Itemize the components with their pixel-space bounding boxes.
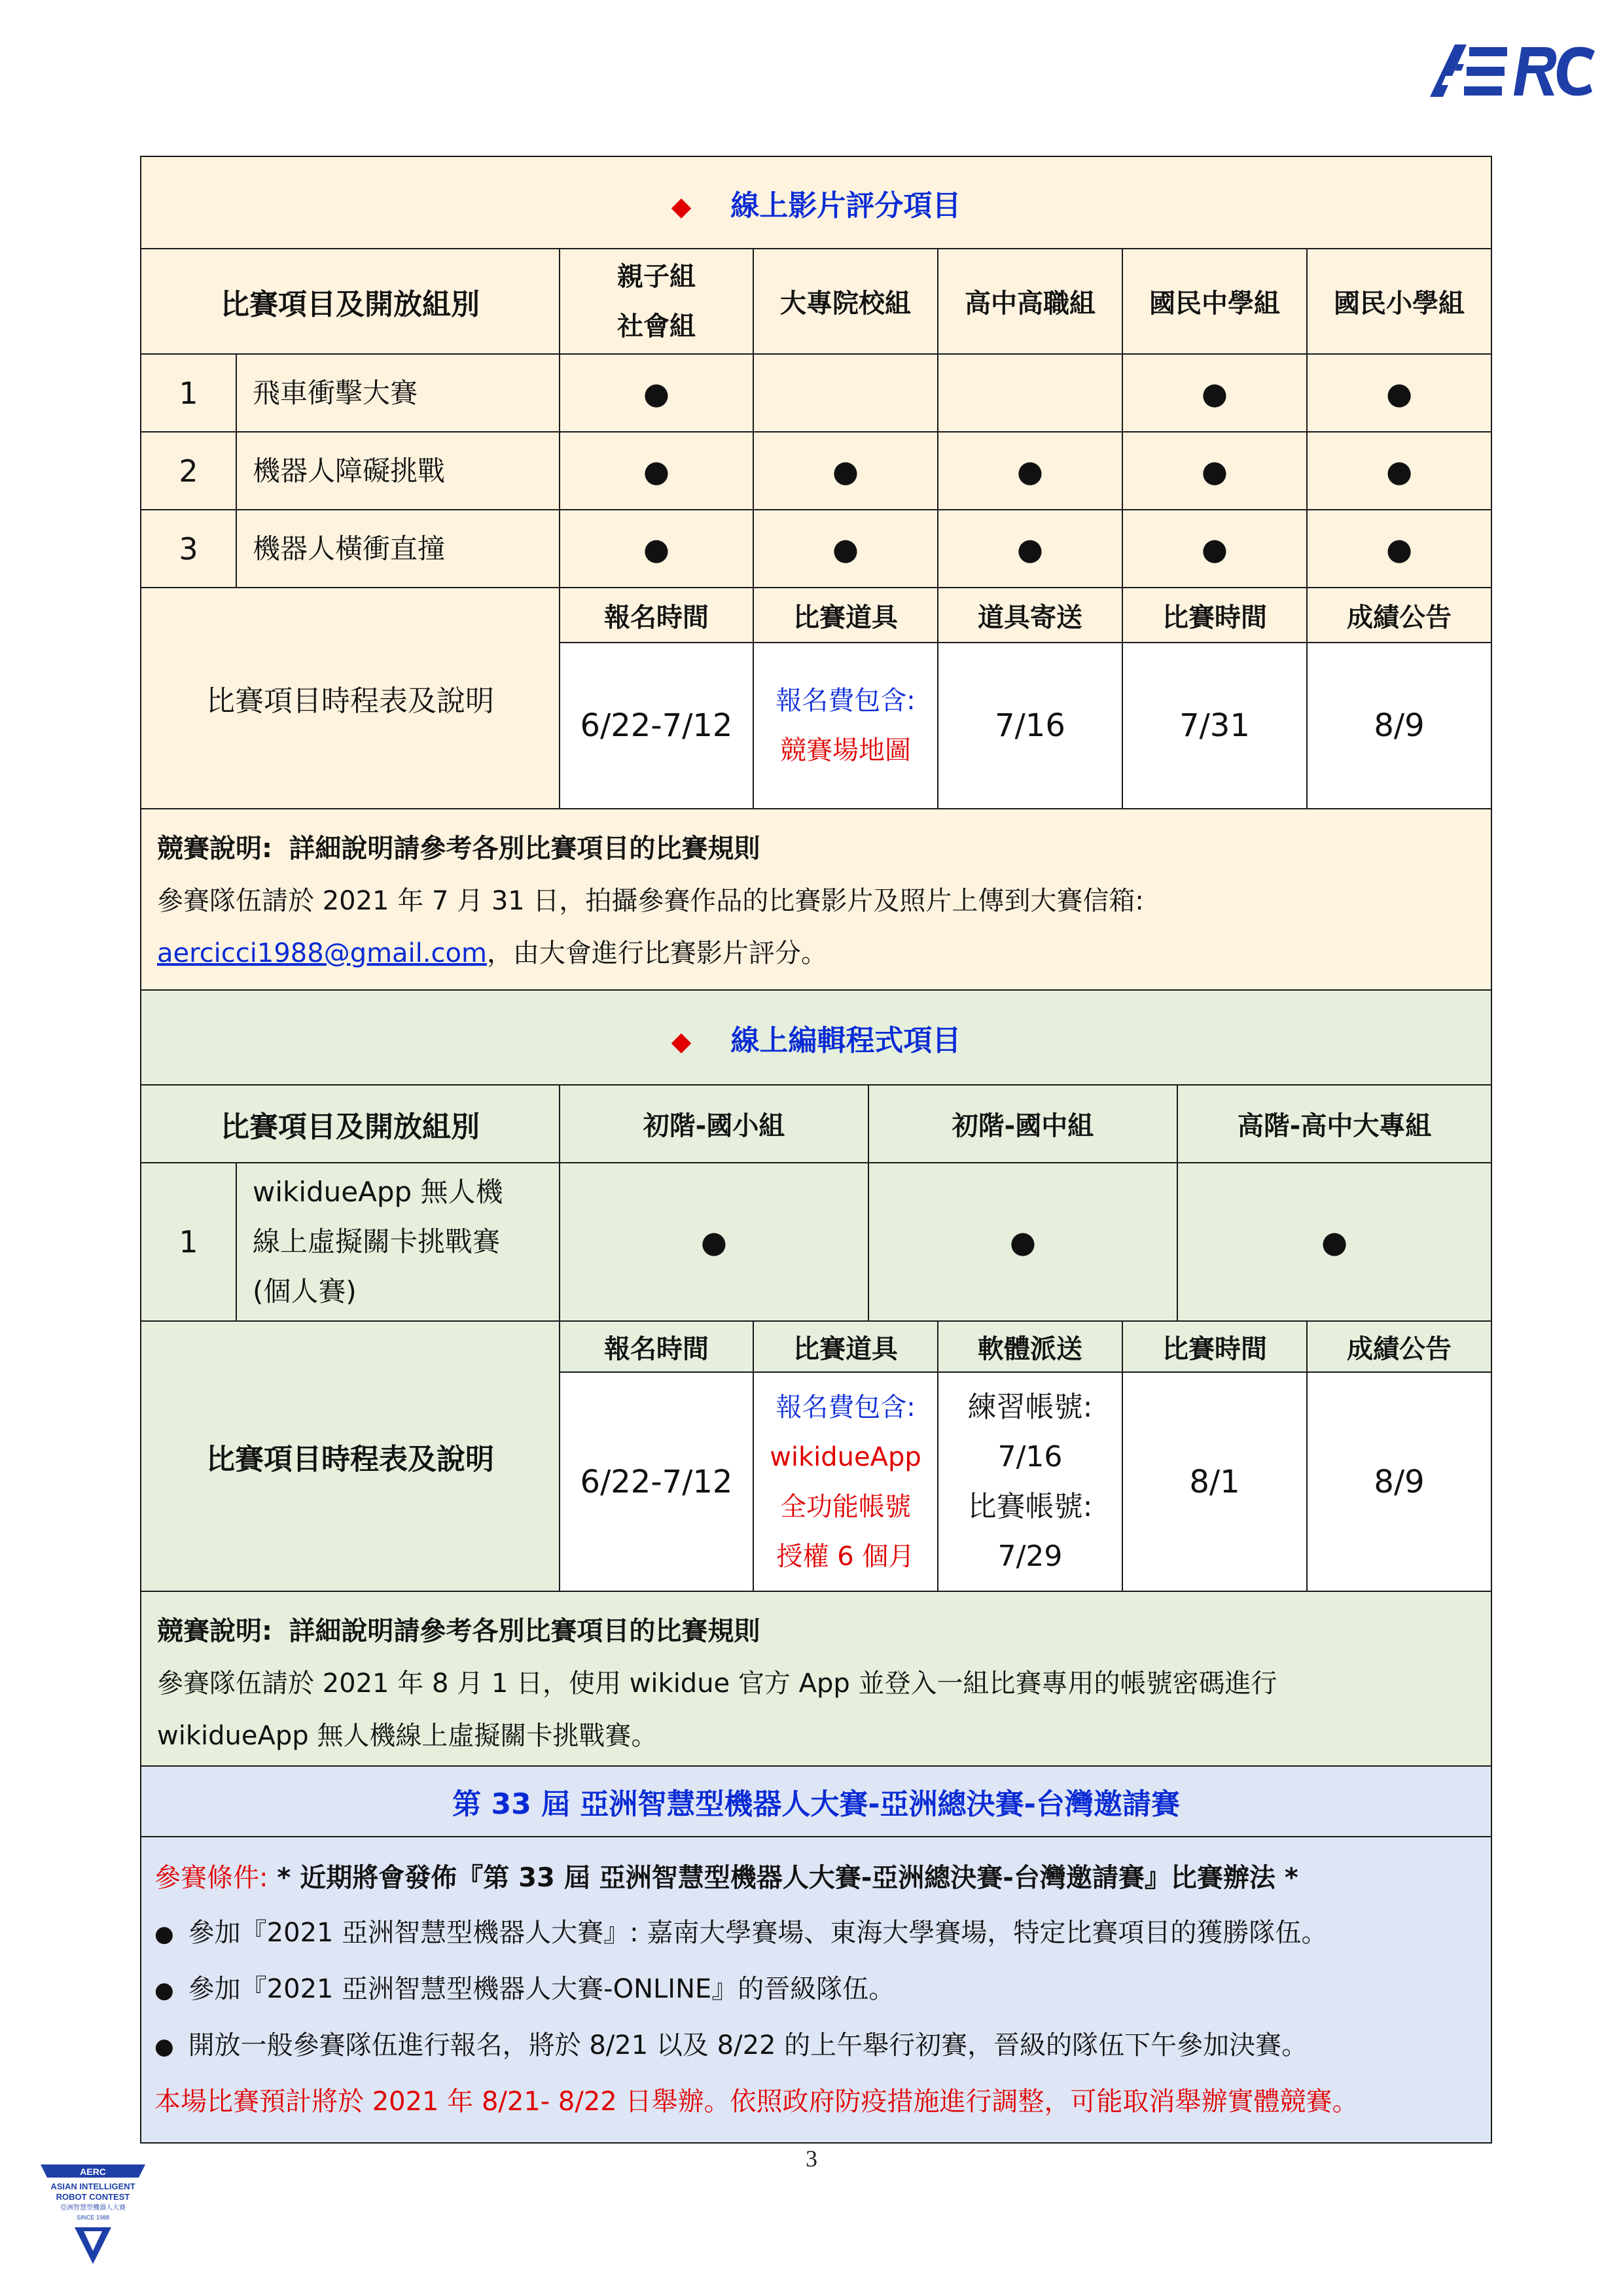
group-header-elementary: 國民小學組	[1307, 249, 1491, 354]
participation-dot: ●	[560, 510, 753, 588]
section-title-online-programming: ◆ 線上編輯程式項目	[141, 990, 1491, 1085]
table-row	[141, 354, 1491, 432]
participation-dot: ●	[1307, 354, 1491, 432]
table-row	[141, 510, 1491, 588]
item-number: 1	[141, 1163, 236, 1321]
participation-dot	[753, 354, 938, 432]
participation-dot: ●	[560, 432, 753, 510]
item-name: wikidueApp 無人機 線上虛擬關卡挑戰賽 (個人賽)	[236, 1163, 560, 1321]
participation-dot: ●	[753, 432, 938, 510]
group-header-high-school: 高中高職組	[938, 249, 1122, 354]
item-name: 飛車衝擊大賽	[236, 354, 560, 432]
group-header-beginner-junior-high: 初階-國中組	[868, 1085, 1177, 1163]
item-name: 機器人障礙挑戰	[236, 432, 560, 510]
group-header-junior-high: 國民中學組	[1122, 249, 1307, 354]
list-item: ● 參加『2021 亞洲智慧型機器人大賽』: 嘉南大學賽場、東海大學賽場，特定比賽項目的獲勝隊伍。	[154, 1918, 1328, 1948]
list-item: ● 開放一般參賽隊伍進行報名，將於 8/21 以及 8/22 的上午舉行初賽，晉級的隊伍下午參加決賽。	[154, 2030, 1308, 2060]
group-header-college: 大專院校組	[753, 249, 938, 354]
participation-dot: ●	[1122, 510, 1307, 588]
aerc-logo	[1423, 38, 1600, 103]
schedule-header-props: 比賽道具	[753, 1321, 938, 1372]
contest-badge-logo	[34, 2159, 152, 2270]
signup-period: 6/22-7/12	[560, 643, 753, 809]
schedule-header-signup: 報名時間	[560, 1321, 753, 1372]
participation-dot: ●	[560, 1163, 868, 1321]
invitational-table	[140, 1765, 1492, 2144]
contact-email-link[interactable]: aercicci1988@gmail.com	[157, 938, 487, 968]
props-cell: 報名費包含: wikidueApp 全功能帳號 授權 6 個月	[753, 1372, 938, 1591]
group-header-beginner-elementary: 初階-國小組	[560, 1085, 868, 1163]
item-number: 1	[141, 354, 236, 432]
signup-period: 6/22-7/12	[560, 1372, 753, 1591]
software-delivery-cell: 練習帳號: 7/16 比賽帳號: 7/29	[938, 1372, 1122, 1591]
participation-dot: ●	[1122, 354, 1307, 432]
result-date: 8/9	[1307, 643, 1491, 809]
svg-text:AERC: AERC	[80, 2166, 106, 2177]
online-programming-table	[140, 989, 1492, 1776]
participation-dot: ●	[1122, 432, 1307, 510]
participation-dot	[938, 354, 1122, 432]
schedule-header-race-time: 比賽時間	[1122, 588, 1307, 643]
item-number: 2	[141, 432, 236, 510]
svg-text:亞洲智慧型機器人大賽: 亞洲智慧型機器人大賽	[60, 2204, 126, 2212]
participation-dot: ●	[1307, 432, 1491, 510]
participation-dot: ●	[938, 510, 1122, 588]
item-number: 3	[141, 510, 236, 588]
bullet-icon: ●	[154, 1977, 174, 2004]
schedule-header-shipping: 道具寄送	[938, 588, 1122, 643]
schedule-header-race-time: 比賽時間	[1122, 1321, 1307, 1372]
table-row	[141, 1163, 1491, 1321]
competition-note: 競賽說明: 詳細說明請參考各別比賽項目的比賽規則 參賽隊伍請於 2021 年 7 月 31 日，拍攝參賽作品的比賽影片及照片上傳到大賽信箱: aercicci1988@gmail.com，由大會進行比賽影片評分。	[141, 809, 1491, 993]
column-header-events: 比賽項目及開放組別	[141, 249, 560, 354]
section-title-invitational: 第 33 屆 亞洲智慧型機器人大賽-亞洲總決賽-台灣邀請賽	[141, 1766, 1491, 1837]
schedule-header-signup: 報名時間	[560, 588, 753, 643]
svg-text:ROBOT CONTEST: ROBOT CONTEST	[56, 2192, 130, 2202]
schedule-header-results: 成績公告	[1307, 1321, 1491, 1372]
section-title-online-video: ◆ 線上影片評分項目	[141, 156, 1491, 249]
item-name: 機器人橫衝直撞	[236, 510, 560, 588]
participation-dot: ●	[1177, 1163, 1491, 1321]
race-date: 8/1	[1122, 1372, 1307, 1591]
participation-dot: ●	[560, 354, 753, 432]
bullet-icon: ●	[154, 1921, 174, 1947]
participation-dot: ●	[868, 1163, 1177, 1321]
invitational-conditions: 參賽條件: * 近期將會發佈『第 33 屆 亞洲智慧型機器人大賽-亞洲總決賽-台灣邀請賽』比賽辦法 * ● 參加『2021 亞洲智慧型機器人大賽』: 嘉南大學賽場、東海大學賽場，特定比賽項目的獲勝隊伍。 ● 參加『2021 亞洲智慧型機器人大賽-ONLINE』的晉級隊伍。 ● 開放一般參賽隊伍進行報名，將於 8/21 以及 8/22 的上午舉行初賽，晉級的隊伍下午參加決賽。 本場比賽預計將於 2021 年 8/21- 8/22 日舉辦。依照政府防疫措施進行調整，可能取消舉辦實體競賽。	[141, 1837, 1491, 2143]
participation-dot: ●	[938, 432, 1122, 510]
schedule-label: 比賽項目時程表及說明	[141, 1321, 560, 1591]
list-item: ● 參加『2021 亞洲智慧型機器人大賽-ONLINE』的晉級隊伍。	[154, 1974, 895, 2004]
column-header-events: 比賽項目及開放組別	[141, 1085, 560, 1163]
table-row	[141, 432, 1491, 510]
schedule-header-software: 軟體派送	[938, 1321, 1122, 1372]
bullet-icon: ●	[154, 2034, 174, 2060]
page-number: 3	[806, 2146, 817, 2172]
participation-dot: ●	[1307, 510, 1491, 588]
group-header-advanced-high-college: 高階-高中大專組	[1177, 1085, 1491, 1163]
shipping-date: 7/16	[938, 643, 1122, 809]
race-date: 7/31	[1122, 643, 1307, 809]
schedule-header-props: 比賽道具	[753, 588, 938, 643]
schedule-label: 比賽項目時程表及說明	[141, 588, 560, 809]
svg-text:SINCE 1988: SINCE 1988	[76, 2214, 110, 2221]
participation-dot: ●	[753, 510, 938, 588]
diamond-icon: ◆	[671, 1026, 692, 1057]
result-date: 8/9	[1307, 1372, 1491, 1591]
diamond-icon: ◆	[671, 191, 692, 222]
props-cell: 報名費包含: 競賽場地圖	[753, 643, 938, 809]
online-video-table	[140, 156, 1492, 994]
svg-text:ASIAN INTELLIGENT: ASIAN INTELLIGENT	[50, 2181, 135, 2191]
group-header-parent-social: 親子組 社會組	[560, 249, 753, 354]
competition-note: 競賽說明: 詳細說明請參考各別比賽項目的比賽規則 參賽隊伍請於 2021 年 8 月 1 日，使用 wikidue 官方 App 並登入一組比賽專用的帳號密碼進行 wikidueApp 無人機線上虛擬關卡挑戰賽。	[141, 1591, 1491, 1776]
schedule-header-results: 成績公告	[1307, 588, 1491, 643]
